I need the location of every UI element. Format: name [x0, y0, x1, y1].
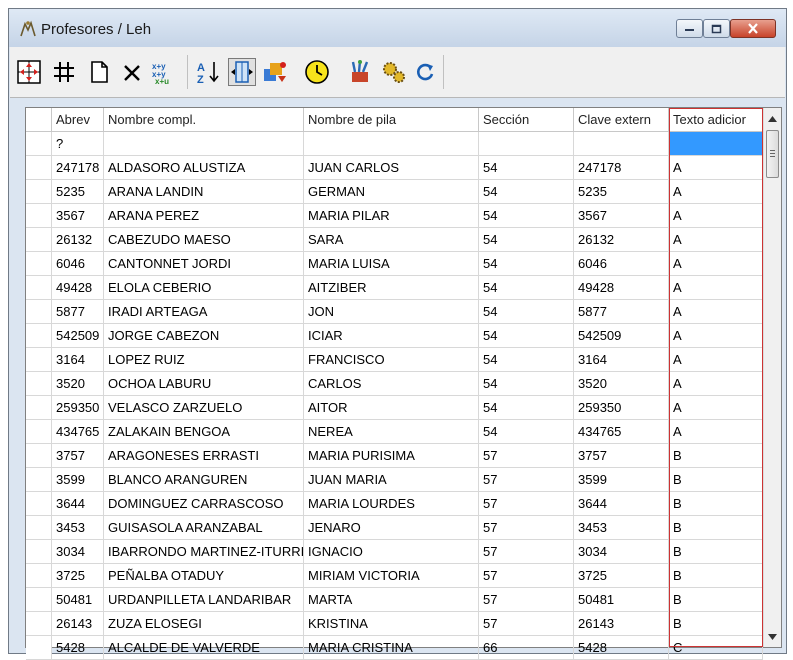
settings-gears-icon [381, 60, 407, 84]
grid-cell[interactable]: 54 [479, 228, 574, 252]
grid-cell[interactable]: 3599 [574, 468, 669, 492]
row-indicator[interactable] [26, 444, 52, 468]
grid-cell[interactable]: ICIAR [304, 324, 479, 348]
new-row[interactable] [26, 132, 763, 156]
table-row[interactable] [26, 636, 763, 660]
grid-cell[interactable]: KRISTINA [304, 612, 479, 636]
grid-cell[interactable]: MARIA LOURDES [304, 492, 479, 516]
grid-cell[interactable]: 542509 [52, 324, 104, 348]
sort-columns-button[interactable] [150, 58, 178, 86]
column-header[interactable]: Nombre compl. [104, 108, 304, 132]
svg-text:x+u: x+u [155, 77, 170, 86]
grid-cell[interactable]: MARIA PILAR [304, 204, 479, 228]
grid-cell[interactable]: A [669, 180, 763, 204]
grid-cell[interactable]: 5235 [52, 180, 104, 204]
grid-cell[interactable]: 3599 [52, 468, 104, 492]
grid-cell[interactable]: 54 [479, 348, 574, 372]
table-row[interactable] [26, 492, 763, 516]
row-indicator[interactable] [26, 348, 52, 372]
table-row[interactable] [26, 564, 763, 588]
grid-cell[interactable]: A [669, 324, 763, 348]
table-row[interactable] [26, 180, 763, 204]
grid-cell[interactable]: 3520 [574, 372, 669, 396]
grid-cell[interactable]: C [669, 636, 763, 660]
grid-cell[interactable]: B [669, 444, 763, 468]
delete-icon [121, 61, 143, 83]
grid-cell[interactable]: 5877 [52, 300, 104, 324]
grid-cell[interactable]: 5428 [52, 636, 104, 660]
row-indicator[interactable] [26, 228, 52, 252]
row-indicator[interactable] [26, 252, 52, 276]
grid-cell[interactable]: MIRIAM VICTORIA [304, 564, 479, 588]
grid-cell[interactable]: ALCALDE DE VALVERDE [104, 636, 304, 660]
grid-cell[interactable]: A [669, 348, 763, 372]
grid-cell[interactable]: ? [52, 132, 104, 156]
table-row[interactable] [26, 468, 763, 492]
svg-text:A: A [197, 62, 205, 74]
grid-cell[interactable]: 57 [479, 492, 574, 516]
grid-cell[interactable]: IBARRONDO MARTINEZ-ITURRI [104, 540, 304, 564]
grid-cell[interactable]: 57 [479, 564, 574, 588]
grid-cell[interactable]: 26143 [52, 612, 104, 636]
grid-cell[interactable]: 3520 [52, 372, 104, 396]
grid-cell[interactable]: NEREA [304, 420, 479, 444]
row-indicator[interactable] [26, 612, 52, 636]
grid-cell[interactable]: ARANA PEREZ [104, 204, 304, 228]
grid-cell[interactable]: 5877 [574, 300, 669, 324]
svg-text:x+y: x+y [152, 70, 166, 79]
grid-cell[interactable]: 3644 [574, 492, 669, 516]
grid-cell[interactable]: 5235 [574, 180, 669, 204]
grid-cell[interactable]: AITZIBER [304, 276, 479, 300]
grid-cell[interactable]: LOPEZ RUIZ [104, 348, 304, 372]
table-row[interactable] [26, 204, 763, 228]
column-header[interactable]: Texto adicior [669, 108, 763, 132]
grid-cell[interactable]: MARIA CRISTINA [304, 636, 479, 660]
import-export-icon [262, 60, 288, 84]
grid-cell[interactable]: 3725 [52, 564, 104, 588]
grid-cell[interactable]: A [669, 372, 763, 396]
toolbar [10, 47, 785, 98]
table-row[interactable] [26, 516, 763, 540]
row-indicator[interactable] [26, 588, 52, 612]
table-row[interactable] [26, 156, 763, 180]
grid-cell[interactable]: GUISASOLA ARANZABAL [104, 516, 304, 540]
scroll-grip [770, 156, 775, 157]
table-row[interactable] [26, 324, 763, 348]
grid-cell[interactable]: 26132 [52, 228, 104, 252]
grid-cell[interactable]: 247178 [52, 156, 104, 180]
grid-cell[interactable]: CABEZUDO MAESO [104, 228, 304, 252]
grid-cell[interactable]: AITOR [304, 396, 479, 420]
row-indicator[interactable] [26, 156, 52, 180]
row-indicator[interactable] [26, 516, 52, 540]
table-row[interactable] [26, 300, 763, 324]
grid-cell[interactable]: B [669, 540, 763, 564]
grid-cell[interactable]: ELOLA CEBERIO [104, 276, 304, 300]
column-header[interactable]: Abrev [52, 108, 104, 132]
grid-cell[interactable]: CARLOS [304, 372, 479, 396]
table-row[interactable] [26, 228, 763, 252]
grid-cell[interactable]: 3644 [52, 492, 104, 516]
column-header[interactable]: Nombre de pila [304, 108, 479, 132]
grid-cell[interactable]: 5428 [574, 636, 669, 660]
grid-cell[interactable]: JENARO [304, 516, 479, 540]
grid-cell[interactable]: 57 [479, 516, 574, 540]
sort-az-icon [196, 60, 222, 84]
svg-text:x+y: x+y [152, 62, 166, 71]
table-row[interactable] [26, 276, 763, 300]
grid-cell[interactable]: A [669, 300, 763, 324]
close-icon [747, 23, 759, 34]
grid-cell[interactable]: A [669, 228, 763, 252]
grid-cell[interactable]: 259350 [52, 396, 104, 420]
clock-icon [304, 59, 330, 85]
grid-cell[interactable]: 3034 [574, 540, 669, 564]
grid-cell[interactable]: DOMINGUEZ CARRASCOSO [104, 492, 304, 516]
grid-cell[interactable]: 66 [479, 636, 574, 660]
grid-cell[interactable] [304, 132, 479, 156]
row-indicator[interactable] [26, 180, 52, 204]
column-header[interactable]: Sección [479, 108, 574, 132]
scroll-grip [770, 153, 775, 154]
grid-cell[interactable]: MARIA PURISIMA [304, 444, 479, 468]
grid-cell[interactable]: JUAN CARLOS [304, 156, 479, 180]
grid-cell[interactable]: 54 [479, 276, 574, 300]
vertical-scrollbar[interactable] [763, 108, 781, 647]
sort-az-button[interactable] [195, 58, 223, 86]
grid-cell[interactable]: 50481 [52, 588, 104, 612]
grid-cell[interactable]: 57 [479, 612, 574, 636]
grid-cell[interactable]: 54 [479, 420, 574, 444]
grid-cell[interactable]: 3164 [574, 348, 669, 372]
grid-cell[interactable] [669, 132, 763, 156]
grid-cell[interactable]: 3757 [574, 444, 669, 468]
sort-columns-icon [151, 60, 177, 84]
title-bar [9, 9, 786, 47]
row-indicator[interactable] [26, 396, 52, 420]
grid-cell[interactable]: 6046 [574, 252, 669, 276]
grid-cell[interactable]: B [669, 612, 763, 636]
row-indicator[interactable] [26, 132, 52, 156]
grid-cell[interactable]: 49428 [574, 276, 669, 300]
grid-cell[interactable]: MARIA LUISA [304, 252, 479, 276]
grid-cell[interactable]: 49428 [52, 276, 104, 300]
scroll-down-icon [768, 634, 777, 640]
grid-body [26, 108, 763, 655]
grid-cell[interactable]: B [669, 516, 763, 540]
row-indicator[interactable] [26, 324, 52, 348]
new-document-button[interactable] [85, 58, 113, 86]
column-view-icon [230, 60, 254, 84]
grid-cell[interactable]: 434765 [52, 420, 104, 444]
grid-cell[interactable]: 3567 [52, 204, 104, 228]
row-indicator[interactable] [26, 300, 52, 324]
grid-cell[interactable]: 247178 [574, 156, 669, 180]
settings-gears-button[interactable] [380, 58, 408, 86]
grid-cell[interactable] [574, 132, 669, 156]
grid-cell[interactable]: BLANCO ARANGUREN [104, 468, 304, 492]
grid-cell[interactable]: FRANCISCO [304, 348, 479, 372]
grid-cell[interactable]: GERMAN [304, 180, 479, 204]
grid-cell[interactable]: 3725 [574, 564, 669, 588]
grid-cell[interactable]: 57 [479, 468, 574, 492]
grid-cell[interactable]: 26143 [574, 612, 669, 636]
svg-text:Z: Z [197, 74, 204, 86]
scroll-up-button[interactable] [764, 110, 781, 127]
grid-cell[interactable]: CANTONNET JORDI [104, 252, 304, 276]
grid-cell[interactable]: 54 [479, 252, 574, 276]
maximize-button[interactable] [703, 19, 730, 38]
grid-cell[interactable]: VELASCO ZARZUELO [104, 396, 304, 420]
grid-cell[interactable]: 3567 [574, 204, 669, 228]
grid-cell[interactable]: IRADI ARTEAGA [104, 300, 304, 324]
column-view-button[interactable] [228, 58, 256, 86]
toolbar-separator [187, 55, 188, 89]
grid-cell[interactable]: 54 [479, 396, 574, 420]
scroll-down-button[interactable] [764, 628, 781, 645]
table-row[interactable] [26, 420, 763, 444]
navigate-button[interactable] [15, 58, 43, 86]
grid-cell[interactable]: JORGE CABEZON [104, 324, 304, 348]
maximize-icon [711, 24, 722, 34]
row-indicator[interactable] [26, 492, 52, 516]
row-indicator[interactable] [26, 540, 52, 564]
grid-cell[interactable]: 54 [479, 204, 574, 228]
grid-cell[interactable]: ARANA LANDIN [104, 180, 304, 204]
new-document-icon [88, 60, 110, 84]
row-indicator[interactable] [26, 372, 52, 396]
table-row[interactable] [26, 540, 763, 564]
grid-cell[interactable]: A [669, 252, 763, 276]
grid-cell[interactable]: 54 [479, 372, 574, 396]
window-title: Profesores / Leh [41, 21, 152, 38]
row-indicator[interactable] [26, 276, 52, 300]
grid-cell[interactable]: A [669, 396, 763, 420]
grid-cell[interactable]: ARAGONESES ERRASTI [104, 444, 304, 468]
grid-cell[interactable]: 3453 [52, 516, 104, 540]
grid-cell[interactable]: 54 [479, 180, 574, 204]
grid-cell[interactable]: ZALAKAIN BENGOA [104, 420, 304, 444]
grid-cell[interactable]: A [669, 204, 763, 228]
row-indicator[interactable] [26, 564, 52, 588]
grid-cell[interactable]: PEÑALBA OTADUY [104, 564, 304, 588]
table-row[interactable] [26, 348, 763, 372]
navigate-icon [17, 60, 41, 84]
grid-cell[interactable]: A [669, 276, 763, 300]
paint-tools-button[interactable] [347, 58, 375, 86]
table-row[interactable] [26, 396, 763, 420]
data-grid[interactable] [25, 107, 782, 655]
scroll-grip [770, 150, 775, 151]
grid-cell[interactable]: 57 [479, 588, 574, 612]
grid-cell[interactable]: 542509 [574, 324, 669, 348]
row-indicator[interactable] [26, 468, 52, 492]
grid-cell[interactable]: 54 [479, 156, 574, 180]
grid-cell[interactable]: ZUZA ELOSEGI [104, 612, 304, 636]
grid-cell[interactable]: MARTA [304, 588, 479, 612]
grid-cell[interactable]: 57 [479, 540, 574, 564]
table-row[interactable] [26, 252, 763, 276]
row-indicator[interactable] [26, 420, 52, 444]
grid-cell[interactable]: A [669, 156, 763, 180]
grid-cell[interactable]: B [669, 468, 763, 492]
grid-cell[interactable]: 434765 [574, 420, 669, 444]
clock-button[interactable] [303, 58, 331, 86]
minimize-icon [684, 26, 695, 32]
grid-cell[interactable]: 3453 [574, 516, 669, 540]
grid-cell[interactable]: A [669, 420, 763, 444]
refresh-icon [414, 61, 436, 83]
delete-button[interactable] [118, 58, 146, 86]
grid-cell[interactable]: 26132 [574, 228, 669, 252]
grid-button[interactable] [50, 58, 78, 86]
table-row[interactable] [26, 588, 763, 612]
close-button[interactable] [730, 19, 776, 38]
scroll-thumb[interactable] [766, 130, 779, 178]
row-indicator[interactable] [26, 108, 52, 132]
grid-cell[interactable]: 57 [479, 444, 574, 468]
grid-cell[interactable]: IGNACIO [304, 540, 479, 564]
grid-cell[interactable]: URDANPILLETA LANDARIBAR [104, 588, 304, 612]
column-header[interactable]: Clave extern [574, 108, 669, 132]
grid-cell[interactable]: 54 [479, 300, 574, 324]
grid-cell[interactable] [479, 132, 574, 156]
toolbar-separator [443, 55, 444, 89]
grid-cell[interactable]: JON [304, 300, 479, 324]
header-row[interactable] [26, 108, 763, 132]
paint-tools-icon [348, 60, 374, 84]
grid-cell[interactable]: 50481 [574, 588, 669, 612]
scroll-up-icon [768, 116, 777, 122]
app-logo-icon [19, 20, 37, 38]
table-row[interactable] [26, 612, 763, 636]
grid-icon [52, 60, 76, 84]
grid-cell[interactable]: 6046 [52, 252, 104, 276]
minimize-button[interactable] [676, 19, 703, 38]
grid-cell[interactable]: B [669, 492, 763, 516]
app-window [8, 8, 787, 654]
refresh-button[interactable] [411, 58, 439, 86]
table-row[interactable] [26, 372, 763, 396]
table-row[interactable] [26, 444, 763, 468]
grid-cell[interactable]: B [669, 564, 763, 588]
grid-cell[interactable]: B [669, 588, 763, 612]
grid-cell[interactable]: 259350 [574, 396, 669, 420]
grid-cell[interactable]: 3757 [52, 444, 104, 468]
import-export-button[interactable] [261, 58, 289, 86]
grid-cell[interactable]: 3034 [52, 540, 104, 564]
row-indicator[interactable] [26, 204, 52, 228]
grid-cell[interactable]: ALDASORO ALUSTIZA [104, 156, 304, 180]
grid-cell[interactable]: OCHOA LABURU [104, 372, 304, 396]
grid-cell[interactable]: 3164 [52, 348, 104, 372]
grid-cell[interactable] [104, 132, 304, 156]
grid-cell[interactable]: JUAN MARIA [304, 468, 479, 492]
grid-cell[interactable]: 54 [479, 324, 574, 348]
row-indicator[interactable] [26, 636, 52, 660]
grid-cell[interactable]: SARA [304, 228, 479, 252]
